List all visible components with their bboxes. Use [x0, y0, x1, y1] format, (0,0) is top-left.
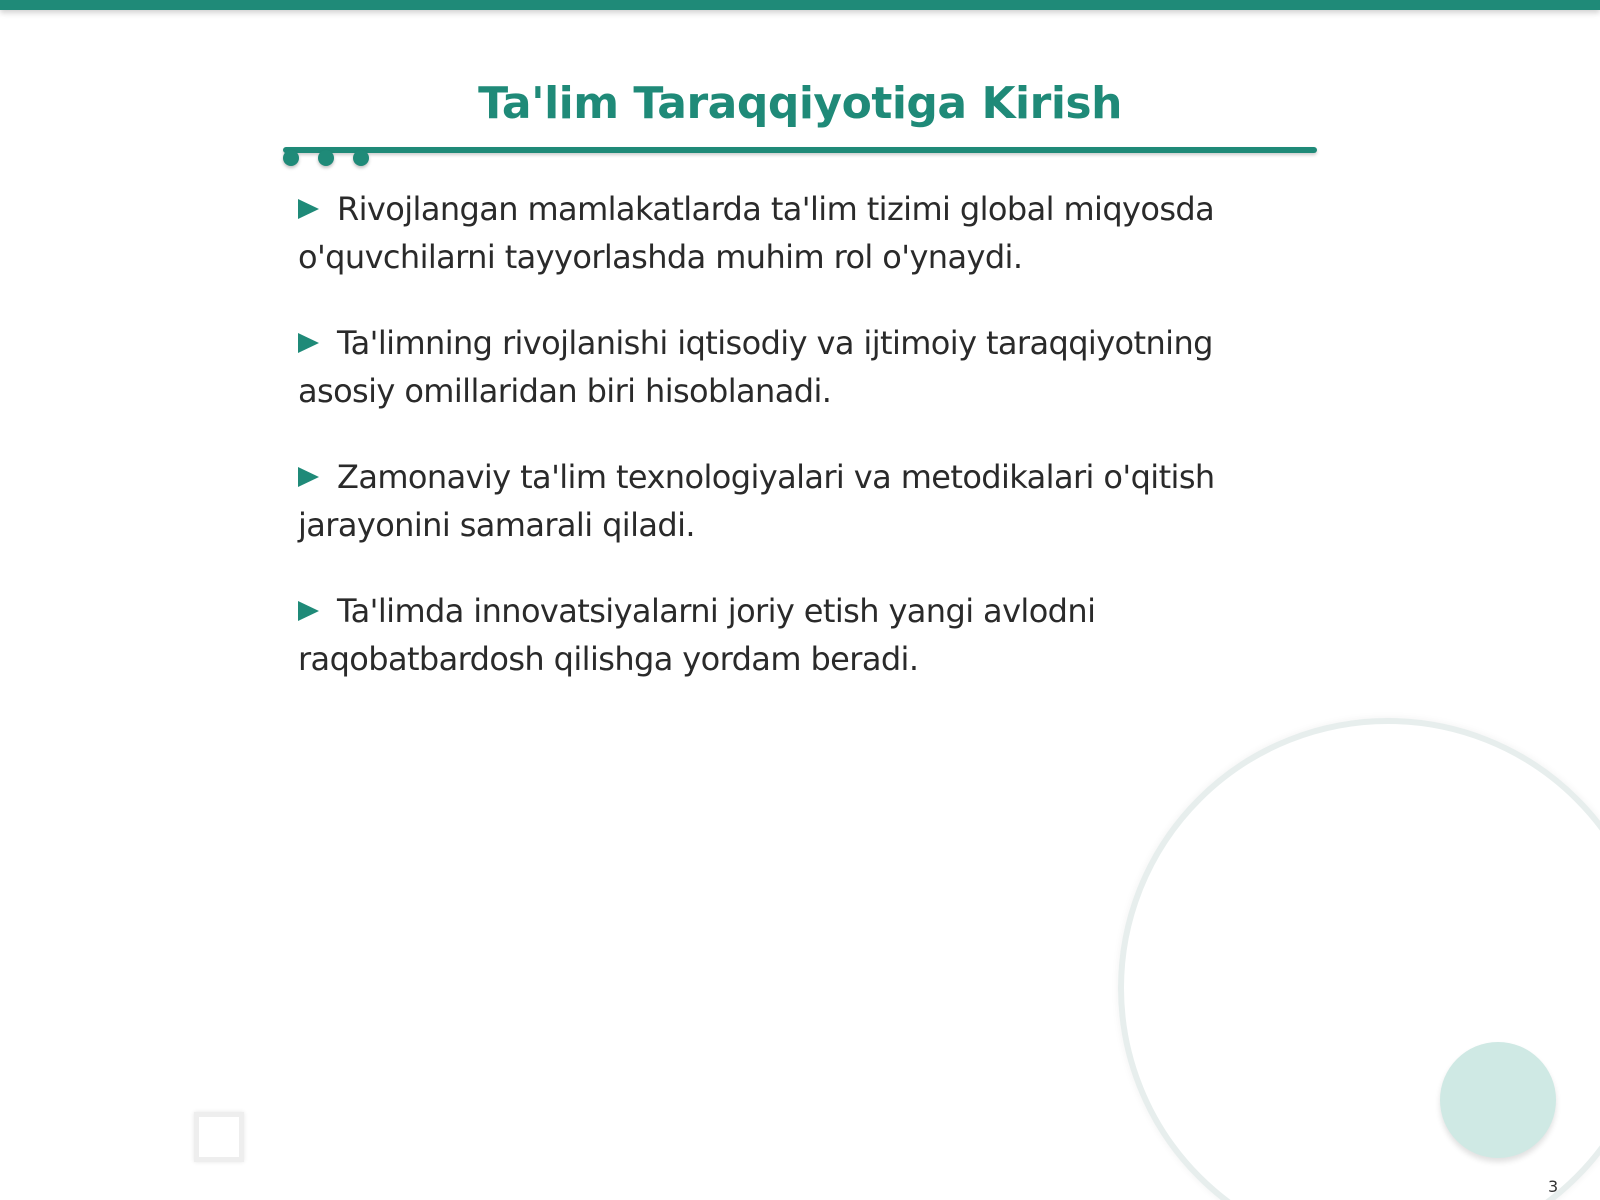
- decor-circle: [1440, 1042, 1556, 1158]
- triangle-right-icon: [298, 333, 319, 353]
- decor-dot-icon: [283, 150, 299, 166]
- bullet-text: Ta'limning rivojlanishi iqtisodiy va ijtimoiy taraqqiyotning asosiy omillaridan biri hisoblanadi.: [298, 324, 1213, 410]
- decor-dot-icon: [353, 150, 369, 166]
- bullet-item: [298, 587, 1298, 683]
- bullet-item: [298, 185, 1298, 281]
- bullet-text: Zamonaviy ta'lim texnologiyalari va metodikalari o'qitish jarayonini samarali qiladi.: [298, 458, 1215, 544]
- bullet-item: [298, 453, 1298, 549]
- decor-square: [194, 1112, 244, 1162]
- bullet-item: [298, 319, 1298, 415]
- bullet-text: Rivojlangan mamlakatlarda ta'lim tizimi global miqyosda o'quvchilarni tayyorlashda muhim rol o'ynaydi.: [298, 190, 1215, 276]
- title-underline: [283, 147, 1317, 153]
- bullet-text: Ta'limda innovatsiyalarni joriy etish yangi avlodni raqobatbardosh qilishga yordam beradi.: [298, 592, 1096, 678]
- triangle-right-icon: [298, 467, 319, 487]
- slide-title: Ta'lim Taraqqiyotiga Kirish: [478, 78, 1122, 129]
- top-accent-band: [0, 0, 1600, 10]
- bullet-list: [298, 185, 1298, 721]
- triangle-right-icon: [298, 601, 319, 621]
- decor-dot-icon: [318, 150, 334, 166]
- triangle-right-icon: [298, 199, 319, 219]
- page-number: 3: [1548, 1177, 1559, 1196]
